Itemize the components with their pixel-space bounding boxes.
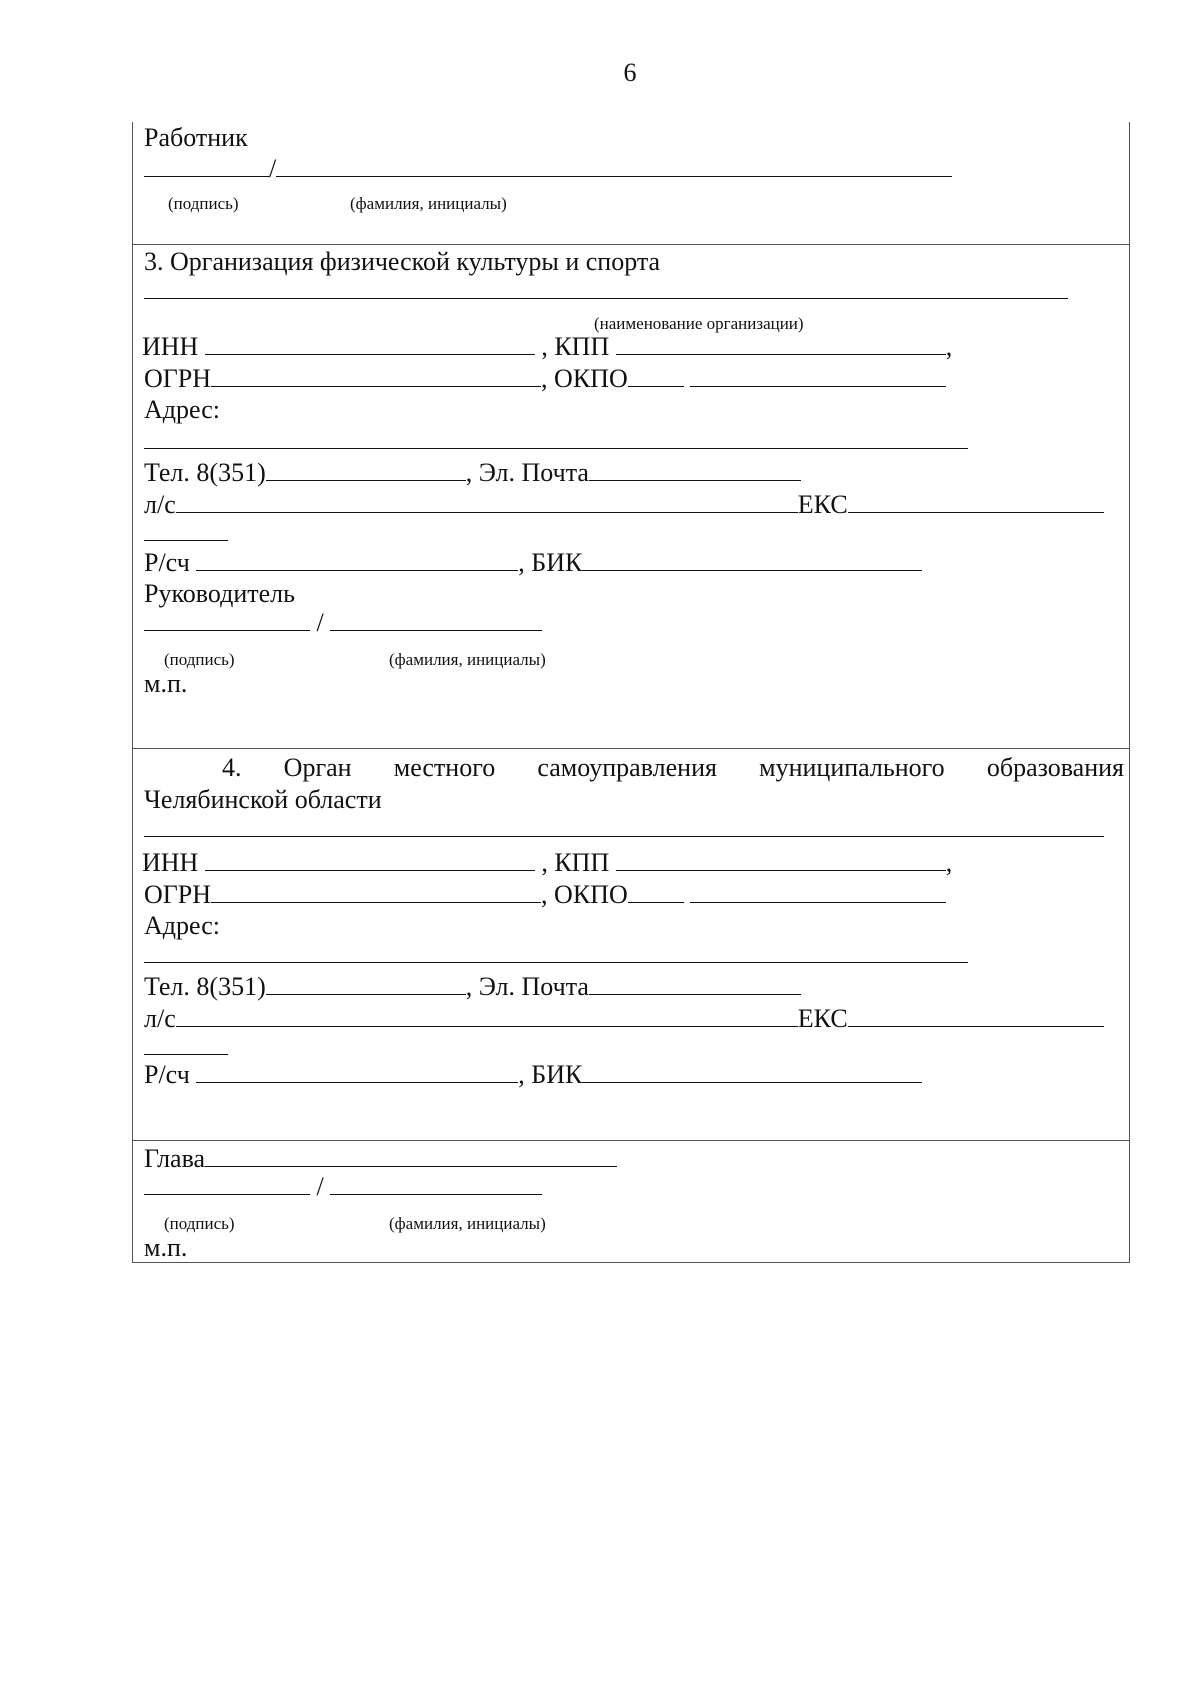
lsg-inn-label: ИНН — [142, 848, 199, 877]
lsg-name-field[interactable] — [144, 812, 1104, 837]
chief-signature-field[interactable] — [144, 1170, 310, 1195]
org-inn-field[interactable] — [205, 330, 535, 355]
lsg-bik-field[interactable] — [582, 1058, 922, 1083]
chief-name-caption: (фамилия, инициалы) — [389, 1214, 546, 1233]
lsg-ls-field[interactable] — [176, 1002, 798, 1027]
row-divider — [132, 244, 1130, 245]
worker-title: Работник — [144, 123, 248, 152]
org-kpp-field[interactable] — [616, 330, 946, 355]
chief-signature-caption: (подпись) — [164, 1214, 235, 1233]
org-name-caption-2: (фамилия, инициалы) — [389, 650, 546, 669]
lsg-ogrn-field[interactable] — [211, 878, 541, 903]
lsg-kpp-label: , КПП — [541, 848, 610, 877]
org-bik-field[interactable] — [582, 546, 922, 571]
lsg-ogrn-label: ОГРН — [144, 880, 212, 909]
chief-title: Глава — [144, 1144, 206, 1173]
org-rsch-label: Р/сч — [144, 548, 190, 577]
org-email-field[interactable] — [589, 456, 801, 481]
worker-signature-caption: (подпись) — [168, 194, 239, 213]
lsg-ls-label: л/с — [144, 1004, 176, 1033]
chief-title-field[interactable] — [205, 1142, 617, 1167]
lsg-tel-label: Тел. 8(351) — [144, 972, 266, 1001]
org-rsch-field[interactable] — [196, 546, 518, 571]
lsg-bik-label: , БИК — [518, 1060, 583, 1089]
page-number: 6 — [623, 58, 637, 87]
row-divider — [132, 748, 1130, 749]
lsg-okpo-field-part2[interactable] — [690, 878, 946, 903]
lsg-email-field[interactable] — [589, 970, 801, 995]
org-okpo-field-part1[interactable] — [628, 362, 684, 387]
org-eks-field[interactable] — [848, 488, 1104, 513]
org-ls-label: л/с — [144, 490, 176, 519]
org-email-label: , Эл. Почта — [465, 458, 589, 487]
org-head-label: Руководитель — [144, 579, 295, 608]
lsg-address-field[interactable] — [144, 938, 968, 963]
lsg-eks-label: ЕКС — [797, 1004, 848, 1033]
org-okpo-field-part2[interactable] — [690, 362, 946, 387]
lsg-kpp-field[interactable] — [616, 846, 946, 871]
worker-signature-field[interactable] — [144, 152, 269, 177]
org-address-label: Адрес: — [144, 395, 220, 424]
lsg-tel-field[interactable] — [266, 970, 466, 995]
org-stamp-label: м.п. — [144, 669, 188, 698]
worker-name-field[interactable] — [276, 152, 952, 177]
lsg-eks-field-continued[interactable] — [144, 1030, 228, 1055]
org-ls-field[interactable] — [176, 488, 798, 513]
org-head-name-field[interactable] — [330, 606, 542, 631]
lsg-rsch-label: Р/сч — [144, 1060, 190, 1089]
org-kpp-label: , КПП — [541, 332, 610, 361]
row-divider — [132, 1140, 1130, 1141]
org-ogrn-field[interactable] — [211, 362, 541, 387]
lsg-rsch-field[interactable] — [196, 1058, 518, 1083]
lsg-okpo-field-part1[interactable] — [628, 878, 684, 903]
org-inn-label: ИНН — [142, 332, 199, 361]
org-okpo-label: , ОКПО — [541, 364, 628, 393]
org-name-caption: (наименование организации) — [594, 314, 804, 333]
lsg-okpo-label: , ОКПО — [541, 880, 628, 909]
org-heading: 3. Организация физической культуры и спорта — [144, 247, 661, 276]
table-border-left — [132, 122, 133, 1263]
org-address-field[interactable] — [144, 424, 968, 449]
table-border-right — [1129, 122, 1130, 1263]
org-signature-caption: (подпись) — [164, 650, 235, 669]
org-ogrn-label: ОГРН — [144, 364, 212, 393]
lsg-email-label: , Эл. Почта — [465, 972, 589, 1001]
org-eks-label: ЕКС — [797, 490, 848, 519]
table-border-bottom — [132, 1262, 1130, 1263]
lsg-heading-line1: 4. Орган местного самоуправления муниципального образования — [222, 753, 1124, 782]
chief-name-field[interactable] — [330, 1170, 542, 1195]
worker-name-caption: (фамилия, инициалы) — [350, 194, 507, 213]
org-eks-field-continued[interactable] — [144, 516, 228, 541]
lsg-address-label: Адрес: — [144, 911, 220, 940]
org-bik-label: , БИК — [518, 548, 583, 577]
org-name-field[interactable] — [144, 274, 1068, 299]
lsg-eks-field[interactable] — [848, 1002, 1104, 1027]
org-head-signature-field[interactable] — [144, 606, 310, 631]
lsg-inn-field[interactable] — [205, 846, 535, 871]
org-tel-field[interactable] — [266, 456, 466, 481]
lsg-heading-line2: Челябинской области — [144, 785, 382, 814]
signature-table: Работник / (подпись) (фамилия, инициалы) 3. Организация физической культуры и спорта (наименование организации) ИНН , КПП , ОГРН , ОКПО Адрес: Тел. 8(351) , Эл. Почта л/с ЕКС Р/сч , БИК Руководитель / (подпись) (фамилия, инициалы) м.п. 4. Орган местного самоуправления муниципального образования Челябинской области ИНН , КПП , ОГРН , ОКПО Адрес: Тел. 8(351) , Эл. Почта л/с ЕКС Р/сч , БИК Глава / (подпись) (фамилия, инициалы) м.п. — [132, 122, 1130, 1263]
chief-stamp-label: м.п. — [144, 1233, 188, 1262]
org-tel-label: Тел. 8(351) — [144, 458, 266, 487]
